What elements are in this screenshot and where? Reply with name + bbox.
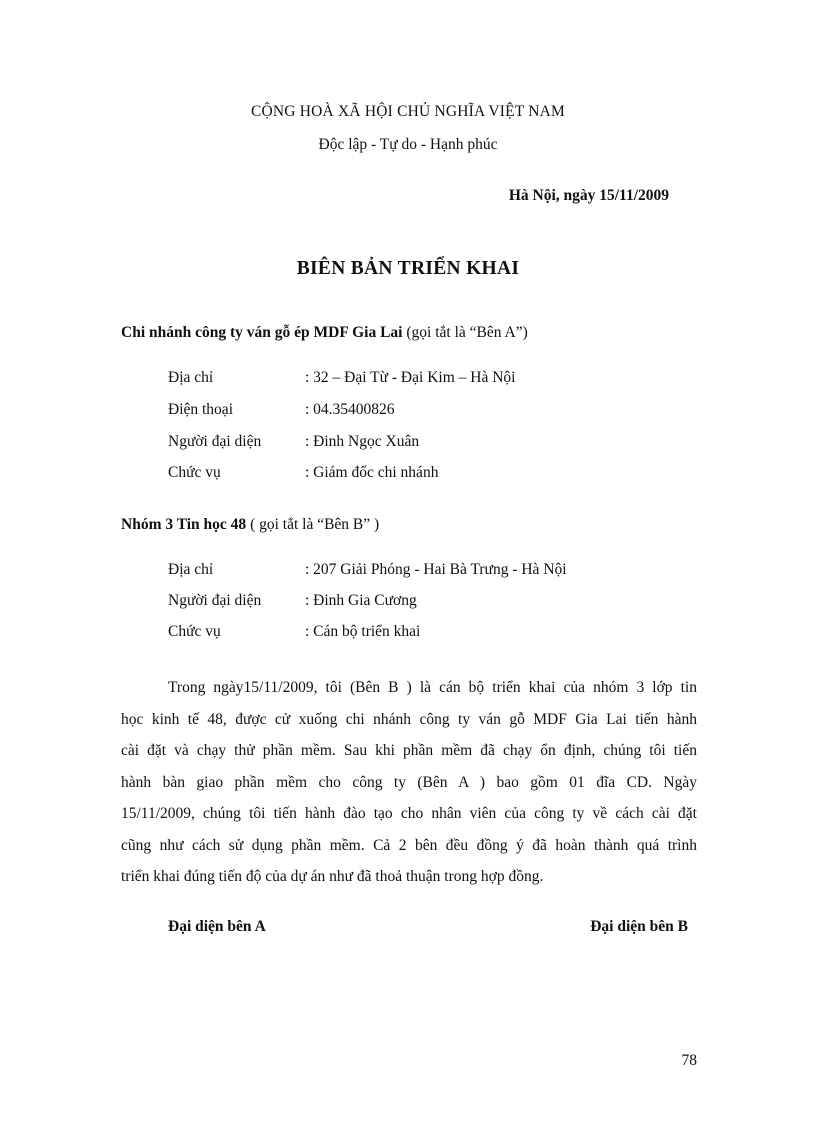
- party-a-alias: (gọi tắt là “Bên A”): [402, 324, 528, 341]
- party-a-heading: [121, 324, 528, 342]
- national-header: CỘNG HOÀ XÃ HỘI CHỦ NGHĨA VIỆT NAM: [250, 103, 566, 120]
- party-a-representative-value: : Đinh Ngọc Xuân: [305, 433, 420, 450]
- party-b-alias: ( gọi tắt là “Bên B” ): [246, 516, 380, 533]
- body-paragraph: [121, 672, 697, 893]
- national-motto: Độc lập - Tự do - Hạnh phúc: [318, 136, 498, 153]
- party-b-name: Nhóm 3 Tin học 48: [121, 516, 247, 533]
- party-a-name: Chi nhánh công ty ván gỗ ép MDF Gia Lai: [121, 324, 403, 341]
- party-b-representative-label: Người đại diện: [168, 592, 262, 609]
- document-title: BIÊN BẢN TRIỂN KHAI: [296, 258, 520, 279]
- party-b-position-value: : Cán bộ triển khai: [305, 623, 421, 640]
- party-a-address-value: : 32 – Đại Từ - Đại Kim – Hà Nội: [305, 369, 516, 386]
- page-number: 78: [681, 1052, 697, 1069]
- party-b-representative-value: : Đinh Gia Cương: [305, 592, 417, 609]
- body-line: cài đặt và chạy thử phần mềm. Sau khi phần mềm đã chạy ổn định, chúng tôi tiến: [121, 742, 697, 759]
- party-a-position-value: : Giám đốc chi nhánh: [305, 464, 439, 481]
- party-b-address-label: Địa chỉ: [168, 561, 214, 578]
- body-line: hành bàn giao phần mềm cho công ty (Bên A ) bao gồm 01 đĩa CD. Ngày: [121, 773, 697, 791]
- body-line: 15/11/2009, chúng tôi tiến hành đào tạo cho nhân viên của công ty về cách cài đặt: [121, 805, 697, 822]
- party-a-phone-label: Điện thoại: [168, 401, 233, 418]
- party-a-phone-value: : 04.35400826: [305, 401, 395, 418]
- party-a-representative-label: Người đại diện: [168, 433, 262, 450]
- party-b-address-value: : 207 Giải Phóng - Hai Bà Trưng - Hà Nội: [305, 561, 567, 578]
- body-line: Trong ngày15/11/2009, tôi (Bên B ) là cán bộ triển khai của nhóm 3 lớp tin: [168, 679, 697, 696]
- signature-party-a: Đại diện bên A: [168, 918, 266, 935]
- date-line: Hà Nội, ngày 15/11/2009: [508, 187, 669, 204]
- body-line: cũng như cách sử dụng phần mềm. Cả 2 bên đều đồng ý đã hoàn thành quá trình: [121, 836, 697, 854]
- body-line: học kinh tế 48, được cử xuống chi nhánh công ty ván gỗ MDF Gia Lai tiến hành: [121, 710, 697, 728]
- body-line: triển khai đúng tiến độ của dự án như đã thoả thuận trong hợp đồng.: [121, 868, 544, 885]
- party-b-position-label: Chức vụ: [168, 623, 221, 640]
- signature-party-b: Đại diện bên B: [590, 918, 688, 935]
- party-b-heading: [121, 516, 379, 534]
- party-a-position-label: Chức vụ: [168, 464, 221, 481]
- party-a-address-label: Địa chỉ: [168, 369, 214, 386]
